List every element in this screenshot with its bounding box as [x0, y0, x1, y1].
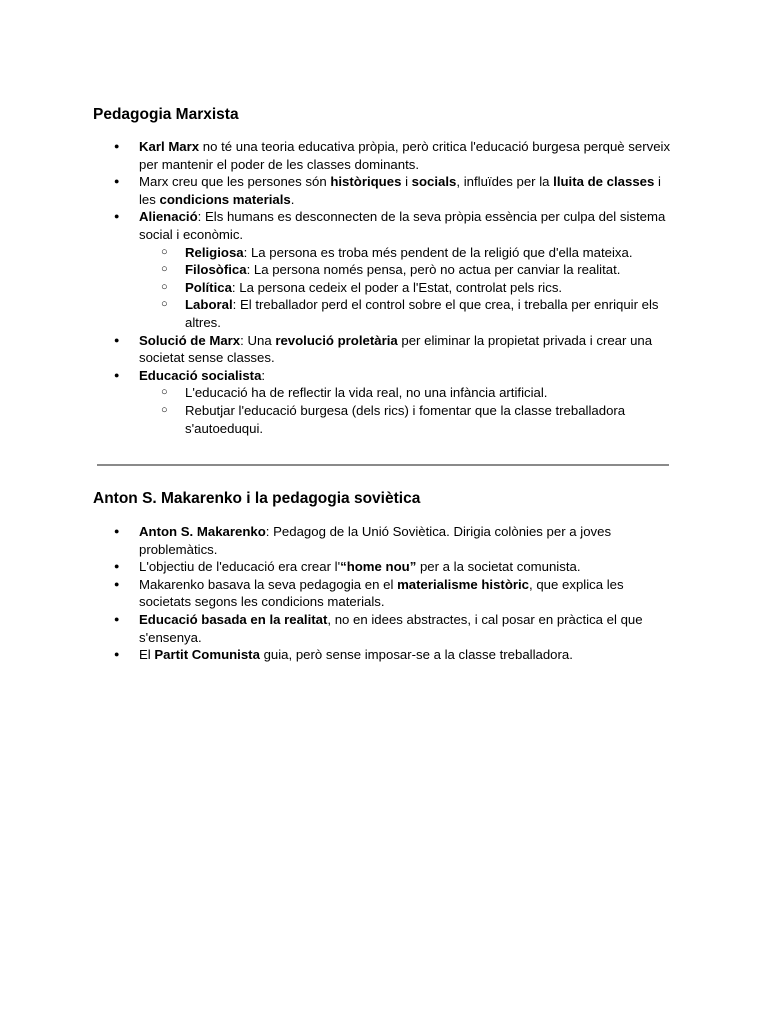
horizontal-divider — [97, 464, 669, 466]
sub-list-item — [185, 402, 679, 437]
bold-text: Política — [185, 279, 232, 295]
text-run: , no en idees abstractes, i cal posar en pràctica el que s'ensenya. — [139, 611, 643, 645]
text-run: Marx creu que les persones són — [139, 174, 331, 190]
text-run: : Pedagog de la Unió Soviètica. Dirigia colònies per a joves problemàtics. — [139, 524, 612, 557]
bold-text: Alienació — [139, 209, 198, 225]
bold-text: Religiosa — [185, 244, 244, 260]
list-item — [139, 138, 679, 173]
text-run: : Els humans es desconnecten de la seva pròpia essència per culpa del sistema social i econòmic. — [139, 209, 666, 242]
text-run: : El treballador perd el control sobre el que crea, i treballa per enriquir els altres. — [185, 297, 659, 330]
bold-text: Laboral — [185, 297, 233, 313]
text-run: . — [290, 191, 295, 207]
sub-list-item — [185, 296, 679, 331]
text-run: : La persona es troba més pendent de la religió que d'ella mateixa. — [243, 244, 633, 260]
section-title-pedagogia-marxista: Pedagogia Marxista — [93, 106, 239, 123]
text-run: guia, però sense imposar-se a la classe treballadora. — [259, 647, 573, 663]
sub-list — [185, 244, 679, 332]
text-run: per eliminar la propietat privada i crear una societat sense classes. — [139, 332, 653, 366]
section-title-makarenko: Anton S. Makarenko i la pedagogia soviètica — [93, 490, 421, 507]
bold-text: revolució proletària — [275, 332, 398, 348]
text-run: : La persona cedeix el poder a l'Estat, controlat pels rics. — [231, 279, 563, 295]
text-run: i les — [139, 174, 661, 207]
list-item — [139, 611, 679, 646]
bold-text: Filosòfica — [185, 262, 247, 278]
text-run: El — [139, 647, 155, 663]
bold-text: Educació basada en la realitat — [139, 611, 328, 627]
text-run: L'educació ha de reflectir la vida real, no una infància artificial. — [185, 385, 548, 401]
text-run: , influïdes per la — [456, 174, 554, 190]
bold-text: històriques — [330, 174, 402, 190]
bold-text: Karl Marx — [139, 139, 200, 154]
text-run: per a la societat comunista. — [416, 559, 581, 575]
bold-text: Educació socialista — [139, 367, 262, 383]
text-run: : — [261, 367, 266, 383]
list-item — [139, 576, 679, 611]
text-run: i — [401, 174, 412, 190]
bold-text: Partit Comunista — [154, 647, 260, 663]
bold-text: Anton S. Makarenko — [139, 524, 266, 539]
list-item — [139, 523, 679, 558]
bold-text: “home nou” — [340, 559, 417, 575]
sub-list-item — [185, 279, 679, 297]
bullet-list-marxista — [139, 138, 679, 437]
bold-text: lluita de classes — [553, 174, 655, 190]
list-item — [139, 558, 679, 576]
text-run: : La persona només pensa, però no actua per canviar la realitat. — [246, 262, 621, 278]
list-item — [139, 173, 679, 208]
bold-text: materialisme històric — [397, 576, 530, 592]
bold-text: socials — [411, 174, 457, 190]
sub-list-item — [185, 244, 679, 262]
text-run: Rebutjar l'educació burgesa (dels rics) i fomentar que la classe treballadora s'autoeduqui. — [185, 402, 626, 436]
list-item — [139, 646, 679, 664]
bold-text: Solució de Marx — [139, 332, 241, 348]
list-item — [139, 367, 679, 437]
bullet-list-makarenko — [139, 523, 679, 664]
list-item — [139, 208, 679, 331]
sub-list — [185, 384, 679, 437]
text-run: no té una teoria educativa pròpia, però critica l'educació burgesa perquè serveix per mantenir el poder de les classes dominants. — [139, 139, 671, 172]
text-run: Makarenko basava la seva pedagogia en el — [139, 576, 398, 592]
sub-list-item — [185, 384, 679, 402]
text-run: : Una — [240, 332, 276, 348]
text-run: , que explica les societats segons les condicions materials. — [139, 576, 624, 610]
sub-list-item — [185, 261, 679, 279]
text-run: L'objectiu de l'educació era crear l' — [139, 559, 341, 575]
list-item — [139, 332, 679, 367]
bold-text: condicions materials — [159, 191, 291, 207]
